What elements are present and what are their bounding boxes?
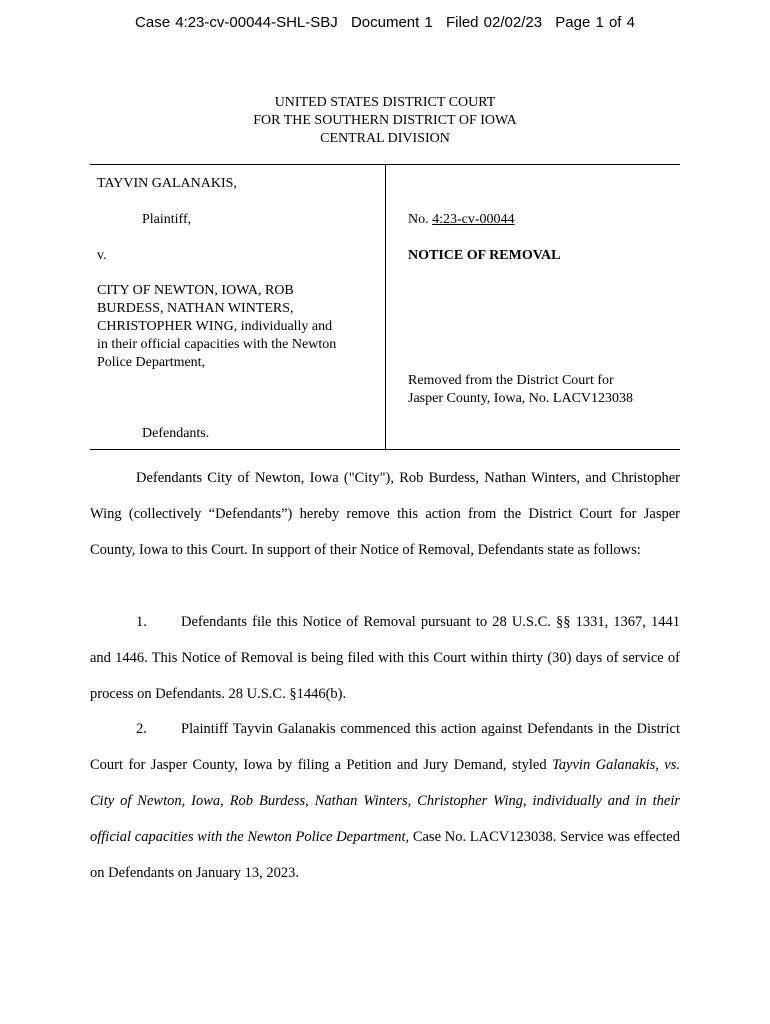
removed-line: Removed from the District Court for [408,373,614,388]
court-heading [0,94,770,148]
plaintiff-label: Plaintiff, [142,212,192,227]
paragraph-text: Defendants file this Notice of Removal pursuant to 28 U.S.C. §§ 1331, 1367, 1441 and 1446. This Notice of Removal is being filed with this Court within thirty (30) days of service of process on Defendants. 28 U.S.C. §1446(b). [90,614,680,702]
case-number-prefix: No. [408,212,429,227]
case-caption [90,164,680,450]
case-number [408,211,515,229]
ecf-document-number: Document 1 [350,14,433,31]
defendants-line: BURDESS, NATHAN WINTERS, [97,301,294,316]
defendants-line: CHRISTOPHER WING, individually and [97,319,333,334]
defendants-line: CITY OF NEWTON, IOWA, ROB [97,283,294,298]
paragraph-2 [90,711,680,891]
ecf-page-indicator: Page 1 of 4 [555,14,635,31]
ecf-header [0,14,770,31]
caption-divider [385,165,386,449]
court-district: FOR THE SOUTHERN DISTRICT OF IOWA [253,113,517,128]
case-number-value: 4:23-cv-00044 [432,212,515,227]
removed-line: Jasper County, Iowa, No. LACV123038 [408,391,634,406]
paragraph-text-after: Case No. LACV123038. Service was effected on Defendants on January 13, 2023. [90,829,680,881]
defendants-label: Defendants. [142,426,210,441]
plaintiff-name: TAYVIN GALANAKIS, [97,176,237,191]
intro-paragraph [90,460,680,568]
ecf-case-number: Case 4:23-cv-00044-SHL-SBJ [135,14,338,31]
court-name: UNITED STATES DISTRICT COURT [274,95,496,110]
versus: v. [97,248,107,263]
case-style-title: Tayvin Galanakis, vs. City of Newton, Iowa, Rob Burdess, Nathan Winters, Christopher Wing, individually and in their official capacities with the Newton Police Department, [90,757,681,845]
paragraph-1 [90,604,680,712]
ecf-filed-date: Filed 02/02/23 [446,14,543,31]
paragraph-text: Plaintiff Tayvin Galanakis commenced this action against Defendants in the District Court for Jasper County, Iowa by filing a Petition and Jury Demand, styled [90,721,680,773]
intro-text: Defendants City of Newton, Iowa ("City"), Rob Burdess, Nathan Winters, and Christopher Wing (collectively “Defendants”) hereby remove this action from the District Court for Jasper County, Iowa to this Court. In support of their Notice of Removal, Defendants state as follows: [90,470,680,558]
paragraph-number: 2. [136,721,147,737]
defendants-names [97,282,377,372]
court-division: CENTRAL DIVISION [320,131,450,146]
removed-from [408,372,633,408]
notice-title: NOTICE OF REMOVAL [408,248,561,263]
defendants-line: in their official capacities with the Newton [97,337,337,352]
paragraph-number: 1. [136,614,147,630]
defendants-line: Police Department, [97,355,206,370]
